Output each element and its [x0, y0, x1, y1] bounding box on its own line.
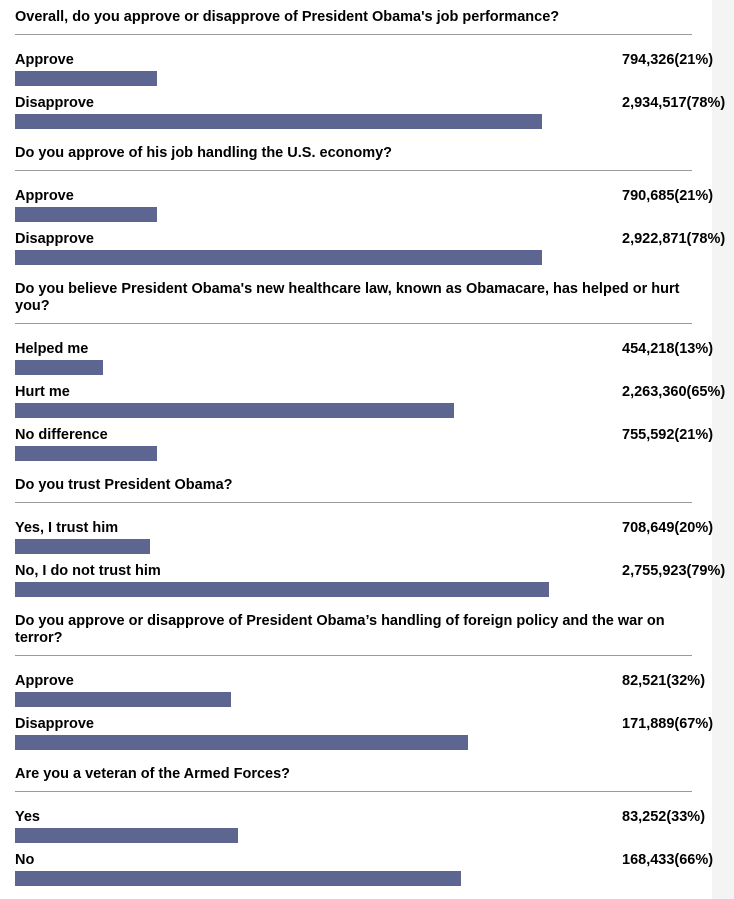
divider [15, 502, 692, 503]
option-value: 171,889(67%) [622, 716, 714, 732]
option-value: 790,685(21%) [622, 188, 714, 204]
option-label: Disapprove [15, 231, 94, 247]
poll-trust [15, 477, 726, 579]
option-value: 708,649(20%) [622, 520, 714, 536]
option-value: 2,934,517(78%) [622, 95, 726, 111]
option-label: Yes, I trust him [15, 520, 119, 536]
poll-option-yes [15, 809, 730, 849]
option-value: 83,252(33%) [622, 809, 706, 825]
result-bar [15, 71, 157, 86]
result-bar [15, 360, 103, 375]
divider [15, 791, 692, 792]
result-bar [15, 207, 157, 222]
result-bar [15, 446, 157, 461]
option-label: Approve [15, 188, 74, 204]
result-bar [15, 403, 454, 418]
poll-option-approve [15, 188, 730, 228]
option-label: Hurt me [15, 384, 70, 400]
poll-job-performance [15, 9, 726, 111]
divider [15, 170, 692, 171]
divider [15, 323, 692, 324]
option-value: 168,433(66%) [622, 852, 714, 868]
poll-option-yes-trust [15, 520, 730, 560]
poll-option-no [15, 852, 730, 892]
option-label: Approve [15, 673, 74, 689]
option-value: 2,755,923(79%) [622, 563, 726, 579]
poll-foreign-policy [15, 613, 714, 732]
poll-option-helped-me [15, 341, 730, 381]
poll-economy [15, 145, 726, 247]
poll-question: Overall, do you approve or disapprove of President Obama's job performance? [15, 9, 560, 25]
poll-option-disapprove [15, 716, 730, 756]
result-bar [15, 692, 231, 707]
result-bar [15, 539, 150, 554]
option-value: 2,922,871(78%) [622, 231, 726, 247]
poll-option-no-trust [15, 563, 730, 603]
poll-option-hurt-me [15, 384, 730, 424]
option-label: Disapprove [15, 716, 94, 732]
result-bar [15, 828, 238, 843]
option-label: No [15, 852, 35, 868]
option-label: Disapprove [15, 95, 94, 111]
option-label: Helped me [15, 341, 89, 357]
divider [15, 34, 692, 35]
option-label: No, I do not trust him [15, 563, 161, 579]
divider [15, 655, 692, 656]
result-bar [15, 114, 542, 129]
poll-option-disapprove [15, 231, 730, 271]
result-bar [15, 735, 468, 750]
poll-question: Do you approve of his job handling the U.S. economy? [15, 145, 393, 161]
option-label: Yes [15, 809, 40, 825]
poll-question: Do you trust President Obama? [15, 477, 233, 493]
poll-option-disapprove [15, 95, 730, 135]
poll-question: Do you believe President Obama's new healthcare law, known as Obamacare, has helped or hurt you? [15, 281, 680, 314]
poll-option-approve [15, 52, 730, 92]
option-value: 794,326(21%) [622, 52, 714, 68]
poll-question: Do you approve or disapprove of President Obama’s handling of foreign policy and the war on terror? [15, 613, 665, 646]
result-bar [15, 871, 461, 886]
option-value: 454,218(13%) [622, 341, 714, 357]
option-label: No difference [15, 427, 108, 443]
option-label: Approve [15, 52, 74, 68]
poll-obamacare [15, 281, 726, 443]
result-bar [15, 250, 542, 265]
poll-option-no-difference [15, 427, 730, 467]
option-value: 755,592(21%) [622, 427, 714, 443]
poll-question: Are you a veteran of the Armed Forces? [15, 766, 291, 782]
option-value: 2,263,360(65%) [622, 384, 726, 400]
option-value: 82,521(32%) [622, 673, 706, 689]
poll-veteran [15, 766, 714, 868]
poll-option-approve [15, 673, 730, 713]
result-bar [15, 582, 549, 597]
